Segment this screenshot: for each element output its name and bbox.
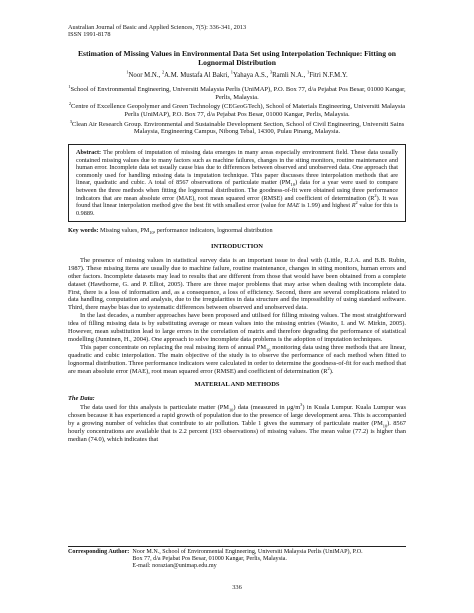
abstract-italic: R: [351, 202, 356, 210]
methods-subscript: 10: [228, 407, 234, 413]
abstract-superscript: 2: [355, 200, 358, 206]
abstract-label: Abstract:: [76, 149, 102, 157]
affiliation: [68, 118, 406, 136]
corresponding-author-row: [68, 549, 406, 571]
abstract-text: The problem of imputation of missing data emerges in many areas especially environment field. These data usually contained missing values due to many factors such as machine failures, changes in the siting monitors, routine maintenance and human error. Incomplete data set usually cause bias due to differences between observed and unobserved data. One approach that commonly used for handling missing data is imputation technique. This paper discusses three interpolation methods that are linear, quadratic and cubic. A total of 8567 observations of particulate matter (PM: [76, 149, 398, 187]
abstract-italic: MAE: [286, 202, 300, 210]
abstract-text: is 1.99) and highest: [299, 202, 352, 210]
author-affil-mark: 1: [126, 69, 129, 75]
author-name: Fitri N.F.M.Y.: [309, 71, 348, 79]
intro-subscript: 10: [266, 347, 271, 353]
abstract-text: ) data for a year were used to compare between the three methods when fitting the lognormal distribution. The goodness-of-fit were obtained using three performance indicators that are mean absolute error (MAE), root mean squared error (RMSE) and coefficient of determination (R: [76, 179, 398, 202]
affiliation-mark: 3: [69, 118, 72, 124]
keywords-label: Key words:: [68, 227, 99, 235]
section-heading-methods: MATERIAL AND METHODS: [194, 381, 280, 389]
methods-subscript: 10: [382, 423, 388, 429]
affiliation: [68, 103, 406, 118]
author-list: [68, 69, 406, 80]
journal-citation: Australian Journal of Basic and Applied Sciences, 7(5): 336-341, 2013: [68, 24, 247, 31]
author-name: Noor M.N.,: [128, 71, 162, 79]
section-heading-introduction: INTRODUCTION: [210, 242, 263, 250]
paper-title: Estimation of Missing Values in Environmental Data Set using Interpolation Technique: Fitting on Lognormal Distribution: [77, 48, 396, 67]
methods-paragraph: [68, 404, 406, 444]
intro-paragraph: The presence of missing values in statistical survey data is an important issue to deal with (Little, R.J.A. and B.B. Rubin, 1987). These missing items are usually due to machine failure, routine maintenance, changes in siting monitors, human errors and other factors. Incomplete datasets may lead to results that are different from those that would have been obtained from a complete dataset (Hawthorne, G. and P. Elliot, 2005). There are three major problems that may arise when dealing with incomplete data. First, there is a loss of information and, as a consequence, a loss of efficiency. Second, there are several complications related to data handling, computation and analysis, due to the irregularities in data structure and the impossibility of using standard software. Third, there maybe bias due to systematic differences between observed and unobserved data.: [68, 256, 406, 312]
author-name: A.M. Mustafa Al Bakri,: [164, 71, 231, 79]
author-name: Ramli N.A.,: [272, 71, 308, 79]
abstract-subscript: 10: [290, 182, 296, 188]
journal-header: [68, 24, 406, 39]
affiliation: [68, 83, 406, 101]
intro-text: This paper concentrate on replacing the real missing item of annual PM: [80, 343, 267, 351]
author-name: Yahaya A.S.,: [233, 71, 270, 79]
abstract-text: ). It was found that linear interpolation method give the best fit with smallest error (value for: [76, 194, 398, 210]
intro-paragraph: [68, 344, 406, 376]
affiliation-mark: 2: [68, 101, 72, 107]
subsection-heading-data: The Data:: [68, 395, 95, 403]
abstract-box: [68, 144, 406, 222]
author-affil-mark: 1: [307, 69, 310, 75]
intro-superscript: 2: [327, 365, 330, 371]
affiliation-text: Clean Air Research Group. Environmental and Sustainable Development Section, School of Civil Engineering, Universiti Sains Malaysia, Engineering Campus, Nibong Tebal, 14300, Pulau Pinang, Malaysia.: [71, 120, 405, 136]
corresponding-author-email: E-mail: norazian@unimap.edu.my: [132, 563, 217, 570]
abstract-text: value for this is 0.9889.: [76, 202, 399, 217]
corresponding-author-line: Box 77, d/a Pejabat Pos Besar, 01000 Kangar, Perlis, Malaysia.: [132, 556, 287, 563]
abstract-superscript: 2: [374, 192, 377, 198]
methods-text: ) in Kuala Lumpur. Kuala Lumpur was chosen because it has experienced a rapid growth of population due to the presence of large development area. This is accompanied by a growing number of vehicles that contribute to air pollution. Table 1 gives the summary of particulate matter (PM: [68, 404, 406, 428]
corresponding-author-details: [132, 549, 362, 571]
intro-paragraph: In the last decades, a number approaches have been proposed and utilised for filling missing values. The most straightforward idea of filling missing data is by substituting average or mean values into the missing entries (Wasito, I. and W. Mirkin, 2005). However, mean substitution lead to large errors in the correlation of matrix and therefore degrading the performance of statistical modelling (Junninen, H., 2004). One approach to solve incomplete data problems is the adoption of imputation techniques.: [68, 312, 406, 343]
issn: ISSN 1991-8178: [68, 31, 111, 39]
keywords-subscript: 10: [149, 230, 154, 236]
keywords: [68, 227, 406, 235]
methods-text: ). 8567 hourly concentrations are available that is 2.2 percent (193 observations) of missing values. The mean value (77.2) is higher than median (74.0), which indicates that: [68, 420, 406, 443]
corresponding-author-line: Noor M.N., School of Environmental Engineering, Universiti Malaysia Perlis (UniMAP), P.O.: [132, 549, 363, 555]
author-affil-mark: 1: [230, 69, 233, 75]
corresponding-author-label: Corresponding Author:: [68, 549, 130, 555]
author-affil-mark: 2: [161, 69, 165, 75]
intro-text: monitoring data using three methods that are linear, quadratic and cubic interpolation. The main objective of the study is to observe the performance of each method when fitted to lognormal distribution. Three performance indicators were calculated in order to determine the goodness-of-fit for each method that are mean absolute error (MAE), root mean squared error (RMSE) and coefficient of determination (R: [68, 343, 406, 375]
affiliation-text: Centre of Excellence Geopolymer and Green Technology (CEGeoGTech), School of Materials Engineering, Universiti Malaysia Perlis (UniMAP), P.O. Box 77, d/a Pejabat Pos Besar, 01000 Kangar, Perlis, Malaysia.: [71, 103, 406, 118]
affiliation-text: School of Environmental Engineering, Universiti Malaysia Perlis (UniMAP), P.O. Box 77, d/a Pejabat Pos Besar, 01000 Kangar, Perlis, Malaysia.: [70, 85, 406, 101]
affiliation-mark: 1: [68, 83, 71, 89]
page-number: 336: [232, 584, 242, 591]
corresponding-author: [68, 546, 406, 571]
keywords-text: , performance indicators, lognormal distribution: [153, 227, 273, 235]
intro-text: ).: [329, 367, 334, 375]
author-affil-mark: 3: [269, 69, 273, 75]
methods-text: ) data (measured in μg/m: [233, 404, 301, 412]
methods-text: The data used for this analysis is particulate matter (PM: [80, 404, 229, 412]
methods-superscript: 3: [300, 402, 303, 408]
keywords-text: Missing values, PM: [98, 227, 150, 235]
